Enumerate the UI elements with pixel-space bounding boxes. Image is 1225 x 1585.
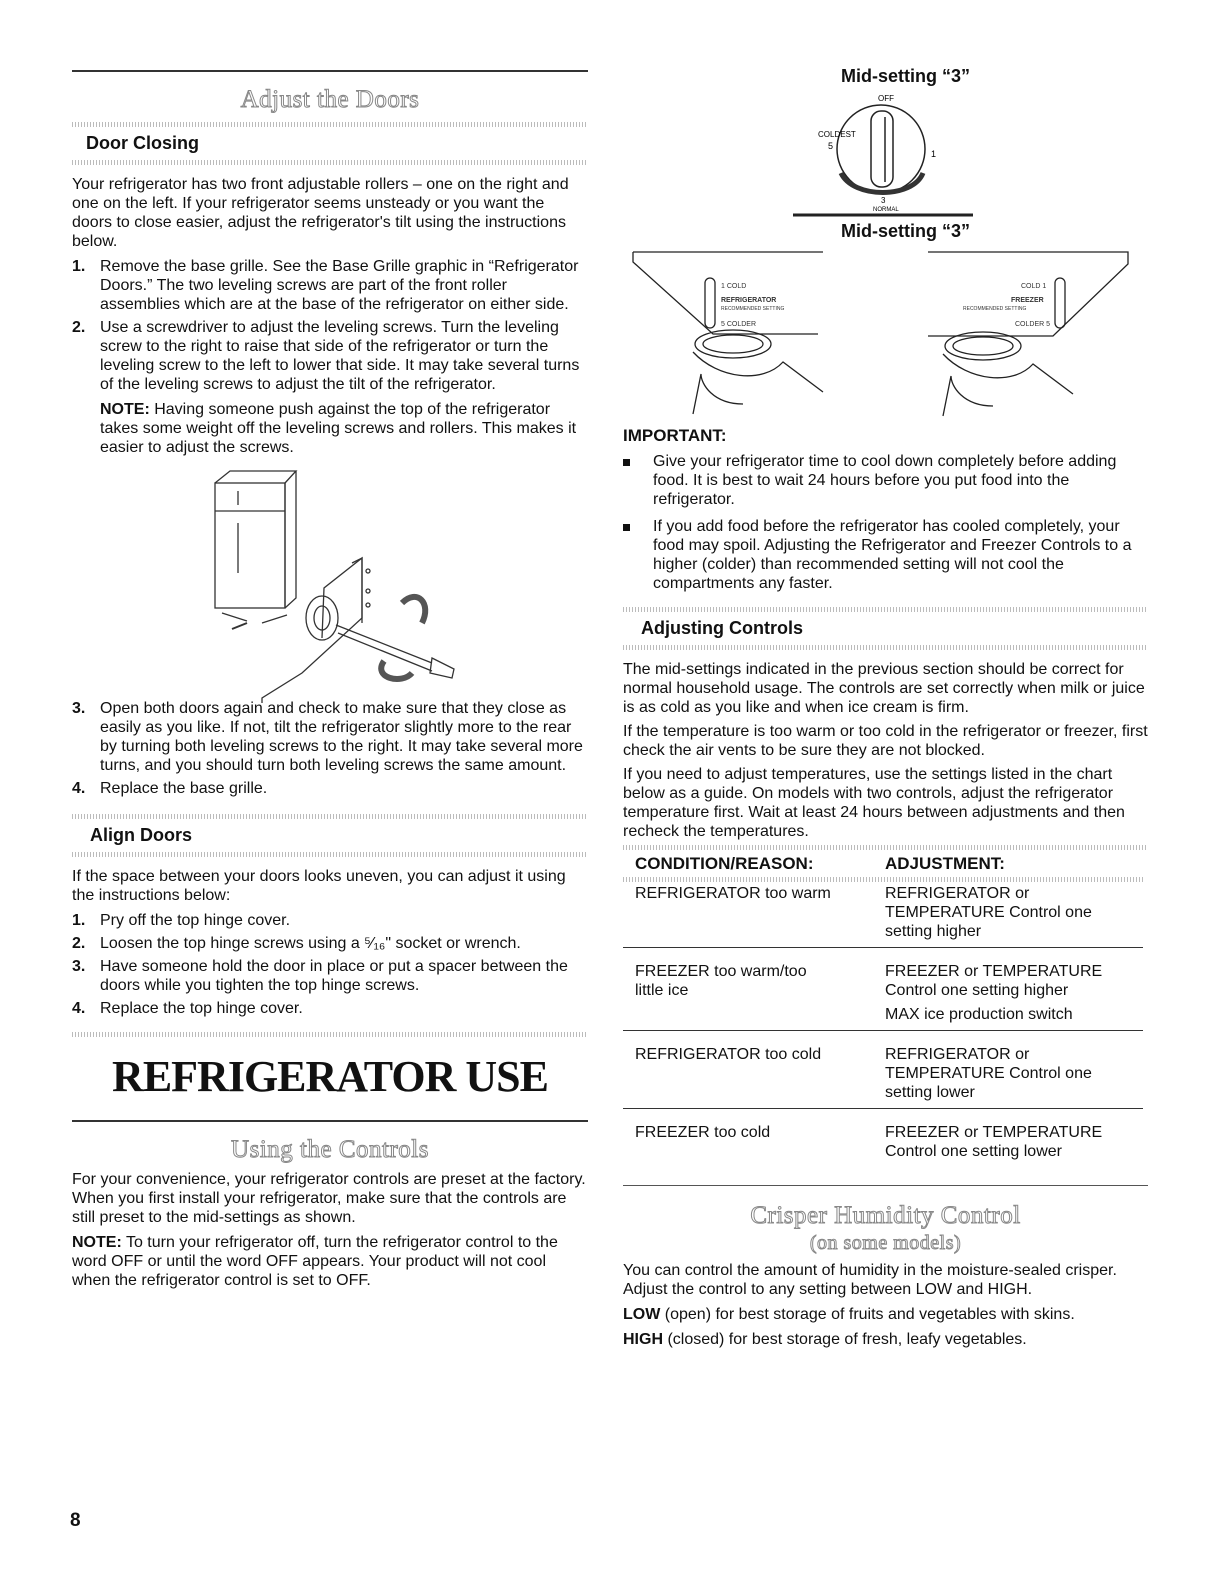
crisper-high (623, 1330, 1148, 1349)
freezer-cold-label: COLD 1 (1021, 283, 1047, 290)
freezer-colder-label: COLDER 5 (1015, 321, 1051, 328)
table-row (623, 1109, 1143, 1168)
adjustment-text: REFRIGERATOR or TEMPERATURE Control one setting lower (885, 1046, 1092, 1101)
dial-caption: Mid-setting “3” (841, 66, 970, 86)
divider (72, 160, 588, 165)
list-item (623, 517, 1148, 593)
divider (72, 814, 588, 819)
step-text: Open both doors again and check to make sure that they close as easily as you like. If not, tilt the refrigerator slightly more to the rear by turning both leveling screws to the right. It may take several more turns, and you should turn both leveling screws the same amount. (100, 700, 583, 774)
adjust-doors-section (72, 70, 588, 1290)
dial-three-label: 3 (881, 196, 886, 205)
list-item (72, 257, 588, 314)
bullet-text: Give your refrigerator time to cool down completely before adding food. It is best to wait 24 hours before you put food into the refrigerator. (653, 453, 1117, 508)
divider (72, 122, 588, 127)
step-number: 1. (72, 258, 86, 275)
adjusting-paragraph-2: If the temperature is too warm or too cold in the refrigerator or freezer, first check the air vents to be sure they are not blocked. (623, 723, 1148, 759)
low-text: (open) for best storage of fruits and vegetables with skins. (660, 1306, 1075, 1323)
divider (623, 607, 1148, 612)
freezer-panel-label: FREEZER (1011, 297, 1044, 304)
list-item (72, 911, 588, 930)
list-item (623, 452, 1148, 509)
door-closing-heading: Door Closing (86, 133, 199, 153)
note-paragraph (100, 400, 588, 457)
table-row (623, 1031, 1143, 1109)
note-label: NOTE: (100, 401, 150, 418)
adjustment-text: FREEZER or TEMPERATURE Control one setting higher (885, 963, 1103, 999)
dial-knob (837, 105, 925, 193)
using-controls-title: Using the Controls (231, 1136, 429, 1163)
high-text: (closed) for best storage of fresh, leafy vegetables. (663, 1331, 1027, 1348)
controls-paragraph: For your convenience, your refrigerator controls are preset at the factory. When you first install your refrigerator, make sure that the controls are still preset to the mid-settings as shown. (72, 1171, 586, 1226)
step-text: Loosen the top hinge screws using a ⁵⁄₁₆" socket or wrench. (100, 935, 521, 952)
dial-one-label: 1 (931, 149, 937, 159)
step-number: 3. (72, 700, 86, 717)
align-doors-intro: If the space between your doors looks uneven, you can adjust it using the instructions below: (72, 868, 566, 904)
high-label: HIGH (623, 1331, 663, 1348)
controls-note (72, 1233, 588, 1290)
column-header-adjustment: ADJUSTMENT: (885, 854, 1005, 873)
important-label: IMPORTANT: (623, 426, 727, 445)
bullet-icon (623, 517, 653, 593)
table-row (623, 882, 1143, 948)
slider-controls-illustration (623, 244, 1148, 424)
page-number: 8 (70, 1510, 81, 1531)
step-text: Have someone hold the door in place or put a spacer between the doors while you tighten the top hinge screws. (100, 958, 568, 994)
adjustment-cell (885, 1031, 1143, 1109)
divider (623, 645, 1148, 650)
list-item (72, 318, 588, 394)
section-rule (72, 1120, 588, 1122)
adjustment-cell (885, 1109, 1143, 1168)
section-rule (623, 1185, 1148, 1186)
adjustment-text: REFRIGERATOR or TEMPERATURE Control one setting higher (885, 885, 1092, 940)
fridge-body (215, 483, 285, 608)
column-header-condition: CONDITION/REASON: (635, 854, 814, 873)
step-text: Replace the base grille. (100, 780, 268, 797)
refrigerator-recommended-label: RECOMMENDED SETTING (721, 306, 785, 312)
adjusting-paragraph-1: The mid-settings indicated in the previous section should be correct for normal household usage. The controls are set correctly when milk or juice is as cold as you like and when ice cream is firm. (623, 661, 1145, 716)
door-closing-intro: Your refrigerator has two front adjustable rollers – one on the right and one on the left. If your refrigerator seems unsteady or you want the doors to close easier, adjust the refrigerator's tilt using the instructions below. (72, 176, 569, 250)
dial-illustration (623, 87, 1148, 217)
bullet-text: If you add food before the refrigerator has cooled completely, your food may spoil. Adjusting the Refrigerator and Freezer Controls to a higher (colder) than recommended setting will not cool the compartments any faster. (653, 518, 1132, 592)
list-item (72, 934, 588, 953)
step-number: 2. (72, 319, 86, 336)
step-text: Pry off the top hinge cover. (100, 912, 291, 929)
list-item (72, 957, 588, 995)
adjustment-cell (885, 882, 1143, 948)
freezer-recommended-label: RECOMMENDED SETTING (963, 306, 1027, 312)
condition-cell (623, 948, 885, 1031)
step-number: 4. (72, 780, 86, 797)
table-header-row (623, 850, 1143, 877)
align-doors-heading: Align Doors (90, 825, 192, 845)
adjustment-cell (885, 948, 1143, 1031)
section-rule (72, 70, 588, 72)
dial-five-label: 5 (828, 141, 834, 151)
step-number: 4. (72, 1000, 86, 1017)
slider-caption: Mid-setting “3” (841, 221, 970, 241)
adjustment-table (623, 850, 1143, 1167)
note-label: NOTE: (72, 1234, 122, 1251)
condition-text: FREEZER too warm/too little ice (635, 963, 807, 999)
crisper-low (623, 1305, 1148, 1324)
condition-cell: REFRIGERATOR too cold (623, 1031, 885, 1109)
dial-normal-label: NORMAL (873, 207, 899, 213)
step-text: Remove the base grille. See the Base Grille graphic in “Refrigerator Doors.” The two leveling screws are part of the front roller assemblies which are at the base of the refrigerator on either side. (100, 258, 579, 313)
low-label: LOW (623, 1306, 661, 1323)
step-text: Replace the top hinge cover. (100, 1000, 303, 1017)
refrigerator-colder-label: 5 COLDER (721, 321, 757, 328)
step-number: 1. (72, 912, 86, 929)
list-item (72, 779, 588, 798)
list-item (72, 999, 588, 1018)
refrigerator-use-title: REFRIGERATOR USE (112, 1052, 548, 1101)
adjust-doors-title: Adjust the Doors (240, 86, 420, 113)
list-item (72, 699, 588, 775)
bullet-icon (623, 452, 653, 509)
leveling-screw-illustration (72, 463, 588, 703)
divider (72, 1032, 588, 1037)
condition-cell: REFRIGERATOR too warm (623, 882, 885, 948)
crisper-title: Crisper Humidity Control (750, 1202, 1021, 1229)
step-number: 2. (72, 935, 86, 952)
step-text: Use a screwdriver to adjust the leveling screws. Turn the leveling screw to the right to raise that side of the refrigerator or turn the leveling screw to the left to lower that side. It may take several turns of the leveling screws to adjust the tilt of the refrigerator. (100, 319, 580, 393)
note-text: To turn your refrigerator off, turn the refrigerator control to the word OFF or until the word OFF appears. Your product will not cool when the refrigerator control is set to OFF. (72, 1234, 558, 1289)
adjustment-text: FREEZER or TEMPERATURE Control one setting lower (885, 1124, 1103, 1160)
note-text: Having someone push against the top of the refrigerator takes some weight off the leveling screws and rollers. This makes it easier to adjust the screws. (100, 401, 577, 456)
controls-figures (623, 66, 1148, 1349)
divider (72, 852, 588, 857)
step-number: 3. (72, 958, 86, 975)
dial-coldest-label: COLDEST (818, 130, 856, 139)
adjusting-controls-heading: Adjusting Controls (641, 618, 803, 638)
refrigerator-panel-label: REFRIGERATOR (721, 297, 777, 304)
adjusting-paragraph-3: If you need to adjust temperatures, use the settings listed in the chart below as a guide. On models with two controls, adjust the refrigerator temperature first. Wait at least 24 hours between adjustments and then recheck the temperatures. (623, 766, 1125, 840)
crisper-paragraph: You can control the amount of humidity in the moisture-sealed crisper. Adjust the control to any setting between LOW and HIGH. (623, 1262, 1117, 1298)
dial-off-label: OFF (878, 94, 894, 103)
adjustment-text: MAX ice production switch (885, 1006, 1073, 1023)
refrigerator-cold-label: 1 COLD (721, 283, 747, 290)
condition-cell: FREEZER too cold (635, 1124, 771, 1141)
crisper-subtitle: (on some models) (809, 1232, 962, 1254)
table-row (623, 948, 1143, 1031)
